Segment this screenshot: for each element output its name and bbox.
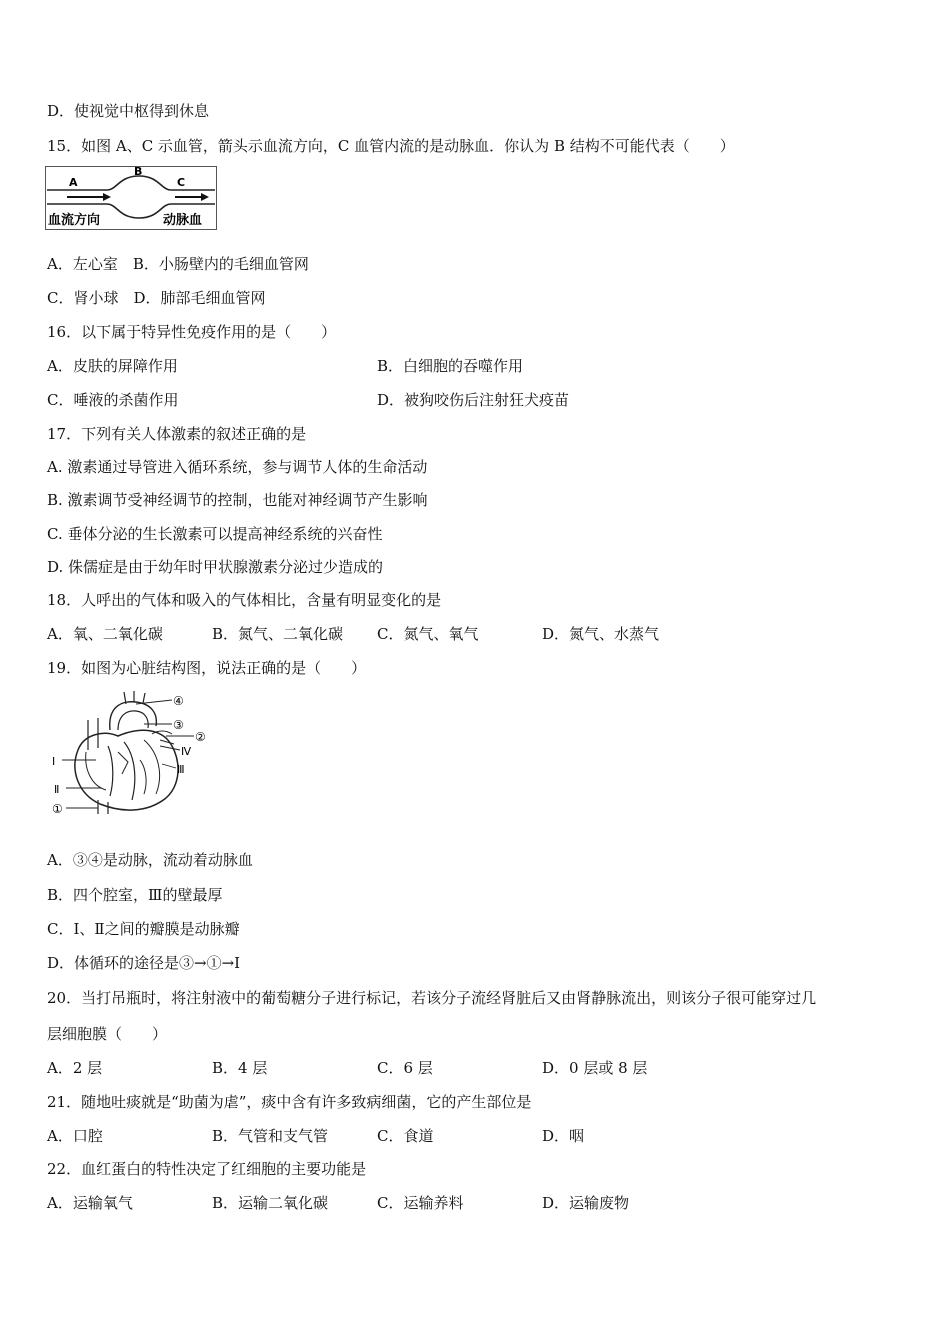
arrow-right-icon [201,193,209,201]
q19-option-a: A．③④是动脉，流动着动脉血 [47,851,253,869]
q21-option-d: D．咽 [542,1127,585,1145]
q21-stem: 21．随地吐痰就是“助菌为虐”，痰中含有许多致病细菌，它的产生部位是 [47,1093,532,1111]
q21-option-a: A．口腔 [47,1127,103,1145]
q15-stem: 15．如图 A、C 示血管，箭头示血流方向，C 血管内流的是动脉血．你认为 B 结构不可能代表（ ） [47,137,735,155]
q15-artery-label: 动脉血 [163,213,203,228]
q17-option-c: C. 垂体分泌的生长激素可以提高神经系统的兴奋性 [47,525,383,543]
q15-label-c: C [177,176,186,189]
q18-option-c: C．氮气、氧气 [377,625,479,643]
q19-label-1: ① [52,802,63,816]
q22-option-b: B．运输二氧化碳 [212,1194,329,1212]
q19-option-d: D．体循环的途径是③→①→Ⅰ [47,954,241,972]
q20-option-a: A．2 层 [47,1059,103,1077]
q19-label-2: ② [195,730,206,744]
arrow-right-icon [103,193,111,201]
q14-option-d: D．使视觉中枢得到休息 [47,102,210,120]
q20-stem-line1: 20．当打吊瓶时，将注射液中的葡萄糖分子进行标记，若该分子流经肾脏后又由肾静脉流出，则该分子很可能穿过几 [47,989,817,1007]
q17-option-d: D. 侏儒症是由于幼年时甲状腺激素分泌过少造成的 [47,558,384,576]
q19-stem: 19．如图为心脏结构图，说法正确的是（ ） [47,659,367,677]
q22-option-c: C．运输养料 [377,1194,464,1212]
q19-heart-diagram [48,690,218,820]
q15-flow-label: 血流方向 [48,213,101,228]
q17-option-a: A. 激素通过导管进入循环系统，参与调节人体的生命活动 [47,458,428,476]
q18-option-d: D．氮气、水蒸气 [542,625,660,643]
q15-label-b: B [134,166,143,178]
q21-option-b: B．气管和支气管 [212,1127,329,1145]
q19-label-4: ④ [173,694,184,708]
q20-stem-line2: 层细胞膜（ ） [47,1025,168,1043]
q15-blood-vessel-figure [45,166,217,230]
q15-options-ab: A．左心室 B．小肠壁内的毛细血管网 [47,255,309,273]
q22-option-d: D．运输废物 [542,1194,630,1212]
q22-stem: 22．血红蛋白的特性决定了红细胞的主要功能是 [47,1160,367,1178]
q16-option-c: C．唾液的杀菌作用 [47,391,179,409]
q19-label-iii: Ⅲ [177,763,185,776]
q16-option-a: A．皮肤的屏障作用 [47,357,178,375]
q17-option-b: B. 激素调节受神经调节的控制，也能对神经调节产生影响 [47,491,428,509]
q16-option-d: D．被狗咬伤后注射狂犬疫苗 [377,391,570,409]
q16-option-b: B．白细胞的吞噬作用 [377,357,524,375]
q19-option-b: B．四个腔室，Ⅲ的壁最厚 [47,886,223,904]
q15-options-cd: C．肾小球 D．肺部毛细血管网 [47,289,266,307]
q19-label-3: ③ [173,718,184,732]
q20-option-d: D．0 层或 8 层 [542,1059,648,1077]
q22-option-a: A．运输氧气 [47,1194,133,1212]
q18-option-b: B．氮气、二氧化碳 [212,625,344,643]
q20-option-c: C．6 层 [377,1059,433,1077]
q19-option-c: C．Ⅰ、Ⅱ之间的瓣膜是动脉瓣 [47,920,240,938]
q20-option-b: B．4 层 [212,1059,268,1077]
q19-label-i: Ⅰ [52,755,56,768]
q17-stem: 17．下列有关人体激素的叙述正确的是 [47,425,307,443]
q18-stem: 18．人呼出的气体和吸入的气体相比，含量有明显变化的是 [47,591,442,609]
q16-stem: 16．以下属于特异性免疫作用的是（ ） [47,323,337,341]
q19-label-ii: Ⅱ [54,783,60,796]
q15-label-a: A [69,176,78,189]
q18-option-a: A．氧、二氧化碳 [47,625,163,643]
q21-option-c: C．食道 [377,1127,434,1145]
q19-label-iv: Ⅳ [181,745,192,758]
